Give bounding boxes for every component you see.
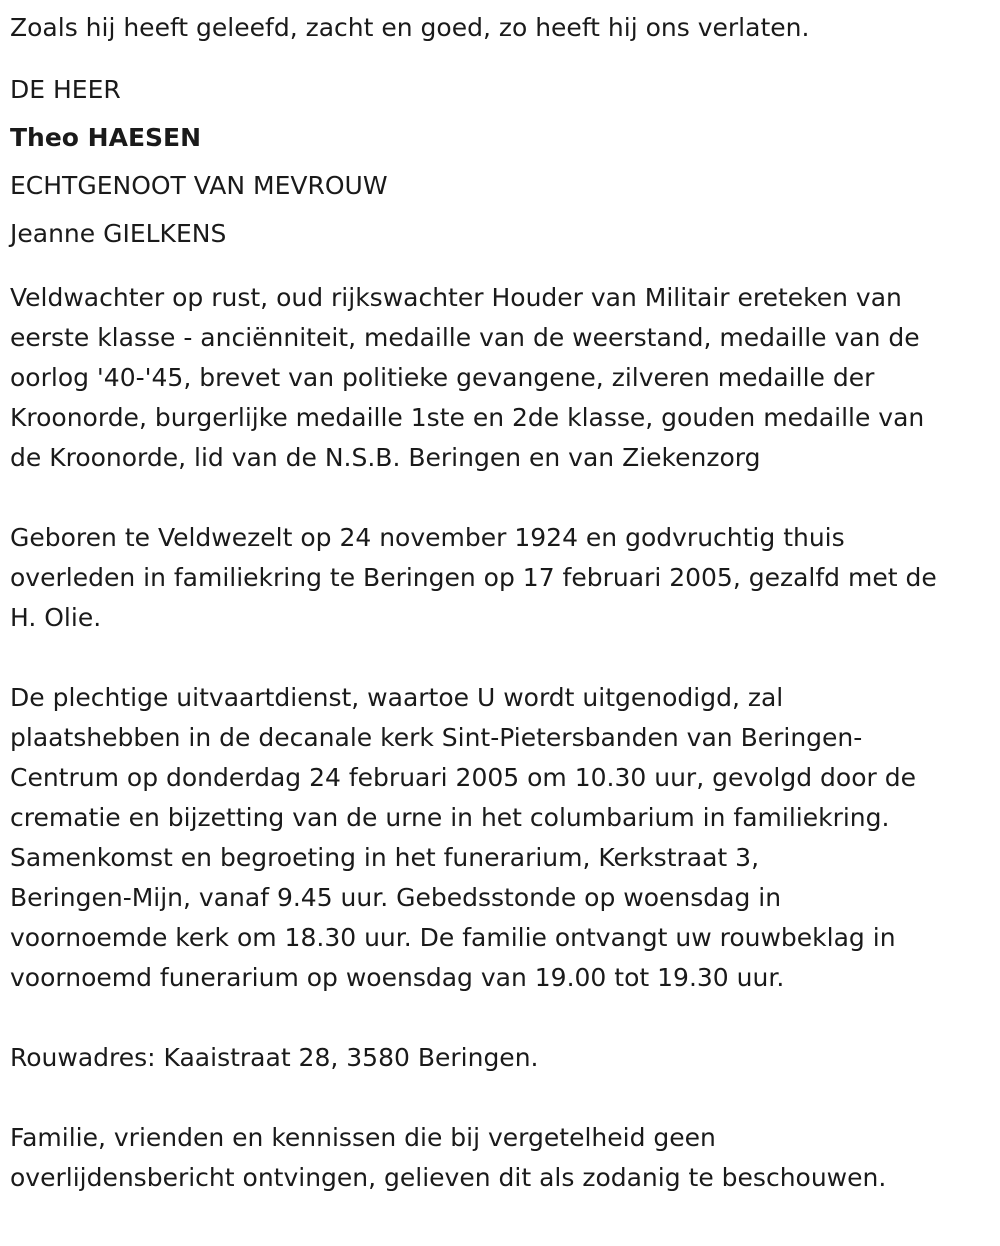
paragraph-line: Geboren te Veldwezelt op 24 november 1924 en godvruchtig thuis (10, 523, 845, 552)
paragraph-line: de Kroonorde, lid van de N.S.B. Beringen en van Ziekenzorg (10, 443, 761, 472)
paragraph-line: De plechtige uitvaartdienst, waartoe U wordt uitgenodigd, zal (10, 683, 784, 712)
deceased-header (10, 66, 995, 258)
paragraph-line: voornoemd funerarium op woensdag van 19.00 tot 19.30 uur. (10, 963, 785, 992)
spouse-name: Jeanne GIELKENS (10, 219, 227, 248)
deceased-name: Theo HAESEN (10, 123, 202, 152)
spacer (10, 478, 995, 518)
paragraph-line: plaatshebben in de decanale kerk Sint-Pietersbanden van Beringen- (10, 723, 863, 752)
funeral-paragraph (10, 678, 995, 998)
paragraph-line: crematie en bijzetting van de urne in het columbarium in familiekring. (10, 803, 890, 832)
spacer (10, 638, 995, 678)
paragraph-line: Kroonorde, burgerlijke medaille 1ste en 2de klasse, gouden medaille van (10, 403, 925, 432)
spacer (10, 258, 995, 278)
obituary-document (10, 8, 995, 1198)
paragraph-line: Beringen-Mijn, vanaf 9.45 uur. Gebedsstonde op woensdag in (10, 883, 782, 912)
paragraph-line: overlijdensbericht ontvingen, gelieven dit als zodanig te beschouwen. (10, 1163, 887, 1192)
honours-paragraph (10, 278, 995, 478)
spacer (10, 1078, 995, 1118)
paragraph-line: eerste klasse - anciënniteit, medaille van de weerstand, medaille van de (10, 323, 920, 352)
title-prefix: DE HEER (10, 75, 121, 104)
paragraph-line: H. Olie. (10, 603, 102, 632)
paragraph-line: oorlog '40-'45, brevet van politieke gevangene, zilveren medaille der (10, 363, 875, 392)
notice-paragraph (10, 1118, 995, 1198)
paragraph-line: Familie, vrienden en kennissen die bij vergetelheid geen (10, 1123, 716, 1152)
motto: Zoals hij heeft geleefd, zacht en goed, zo heeft hij ons verlaten. (10, 13, 810, 42)
paragraph-line: Veldwachter op rust, oud rijkswachter Houder van Militair ereteken van (10, 283, 902, 312)
spacer (10, 48, 995, 66)
spacer (10, 998, 995, 1038)
paragraph-line: Samenkomst en begroeting in het funerarium, Kerkstraat 3, (10, 843, 760, 872)
paragraph-line: overleden in familiekring te Beringen op 17 februari 2005, gezalfd met de (10, 563, 937, 592)
birth-death-paragraph (10, 518, 995, 638)
paragraph-line: Centrum op donderdag 24 februari 2005 om 10.30 uur, gevolgd door de (10, 763, 916, 792)
relation-label: ECHTGENOOT VAN MEVROUW (10, 171, 388, 200)
mourning-address: Rouwadres: Kaaistraat 28, 3580 Beringen. (10, 1043, 539, 1072)
paragraph-line: voornoemde kerk om 18.30 uur. De familie ontvangt uw rouwbeklag in (10, 923, 896, 952)
